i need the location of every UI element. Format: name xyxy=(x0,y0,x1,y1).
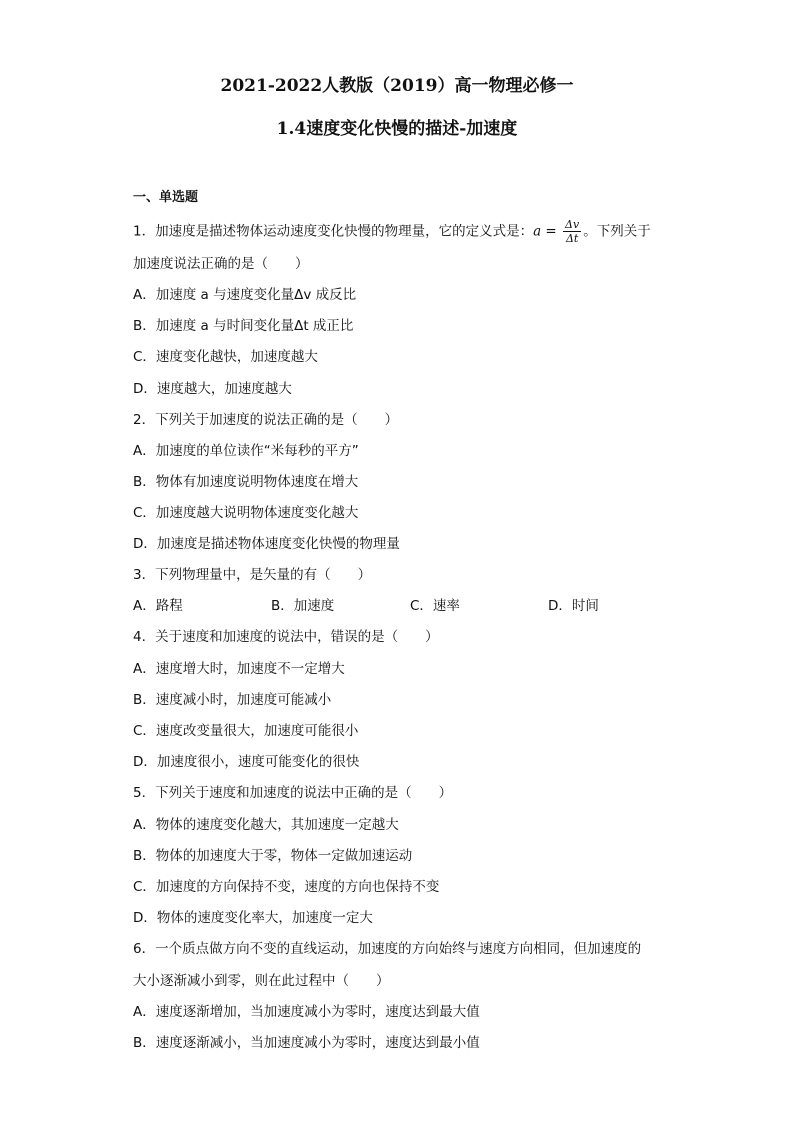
question-5-option-c: C．加速度的方向保持不变，速度的方向也保持不变 xyxy=(133,879,440,895)
question-1-stem xyxy=(133,218,651,245)
question-1-option-d: D．速度越大，加速度越大 xyxy=(133,381,292,397)
question-1-stem-text: 1．加速度是描述物体运动速度变化快慢的物理量，它的定义式是： xyxy=(133,223,534,240)
question-3-option-a: A．路程 xyxy=(133,598,183,614)
question-4-option-b: B．速度减小时，加速度可能减小 xyxy=(133,692,332,708)
formula-lhs: a = xyxy=(533,223,557,240)
question-1-stem-line2: 加速度说法正确的是（ ） xyxy=(133,256,309,272)
question-5-option-a: A．物体的速度变化越大，其加速度一定越大 xyxy=(133,817,399,833)
question-2-option-b: B．物体有加速度说明物体速度在增大 xyxy=(133,474,359,490)
question-2-option-c: C．加速度越大说明物体速度变化越大 xyxy=(133,505,359,521)
formula-denominator: Δt xyxy=(565,232,579,245)
question-1-option-b: B．加速度 a 与时间变化量Δt 成正比 xyxy=(133,318,354,334)
question-5-stem: 5．下列关于速度和加速度的说法中正确的是（ ） xyxy=(133,785,453,801)
section-heading: 一、单选题 xyxy=(133,190,199,205)
question-1-stem-tail: 。下列关于 xyxy=(583,223,651,240)
question-3-option-c: C．速率 xyxy=(410,598,460,614)
acceleration-formula xyxy=(563,218,581,245)
document-subtitle: 1.4速度变化快慢的描述-加速度 xyxy=(276,119,518,139)
question-6-stem: 6．一个质点做方向不变的直线运动，加速度的方向始终与速度方向相同，但加速度的 xyxy=(133,941,642,957)
question-6-stem-line2: 大小逐渐减小到零，则在此过程中（ ） xyxy=(133,973,390,989)
question-2-stem: 2．下列关于加速度的说法正确的是（ ） xyxy=(133,412,399,428)
question-1-option-c: C．速度变化越快，加速度越大 xyxy=(133,349,318,365)
question-3-stem: 3．下列物理量中，是矢量的有（ ） xyxy=(133,567,372,583)
question-3-option-d: D．时间 xyxy=(548,598,599,614)
question-4-stem: 4．关于速度和加速度的说法中，错误的是（ ） xyxy=(133,629,439,645)
question-6-option-a: A．速度逐渐增加，当加速度减小为零时，速度达到最大值 xyxy=(133,1004,480,1020)
question-4-option-a: A．速度增大时，加速度不一定增大 xyxy=(133,661,345,677)
question-1-option-a: A．加速度 a 与速度变化量Δv 成反比 xyxy=(133,287,357,303)
question-4-option-d: D．加速度很小，速度可能变化的很快 xyxy=(133,754,360,770)
question-6-option-b: B．速度逐渐减小，当加速度减小为零时，速度达到最小值 xyxy=(133,1035,480,1051)
question-4-option-c: C．速度改变量很大，加速度可能很小 xyxy=(133,723,359,739)
question-2-option-a: A．加速度的单位读作“米每秒的平方” xyxy=(133,443,359,459)
document-title: 2021-2022人教版（2019）高一物理必修一 xyxy=(220,76,574,96)
question-5-option-d: D．物体的速度变化率大，加速度一定大 xyxy=(133,910,373,926)
question-2-option-d: D．加速度是描述物体速度变化快慢的物理量 xyxy=(133,536,400,552)
question-3-option-b: B．加速度 xyxy=(271,598,335,614)
question-5-option-b: B．物体的加速度大于零，物体一定做加速运动 xyxy=(133,848,413,864)
formula-numerator: Δv xyxy=(565,218,580,231)
